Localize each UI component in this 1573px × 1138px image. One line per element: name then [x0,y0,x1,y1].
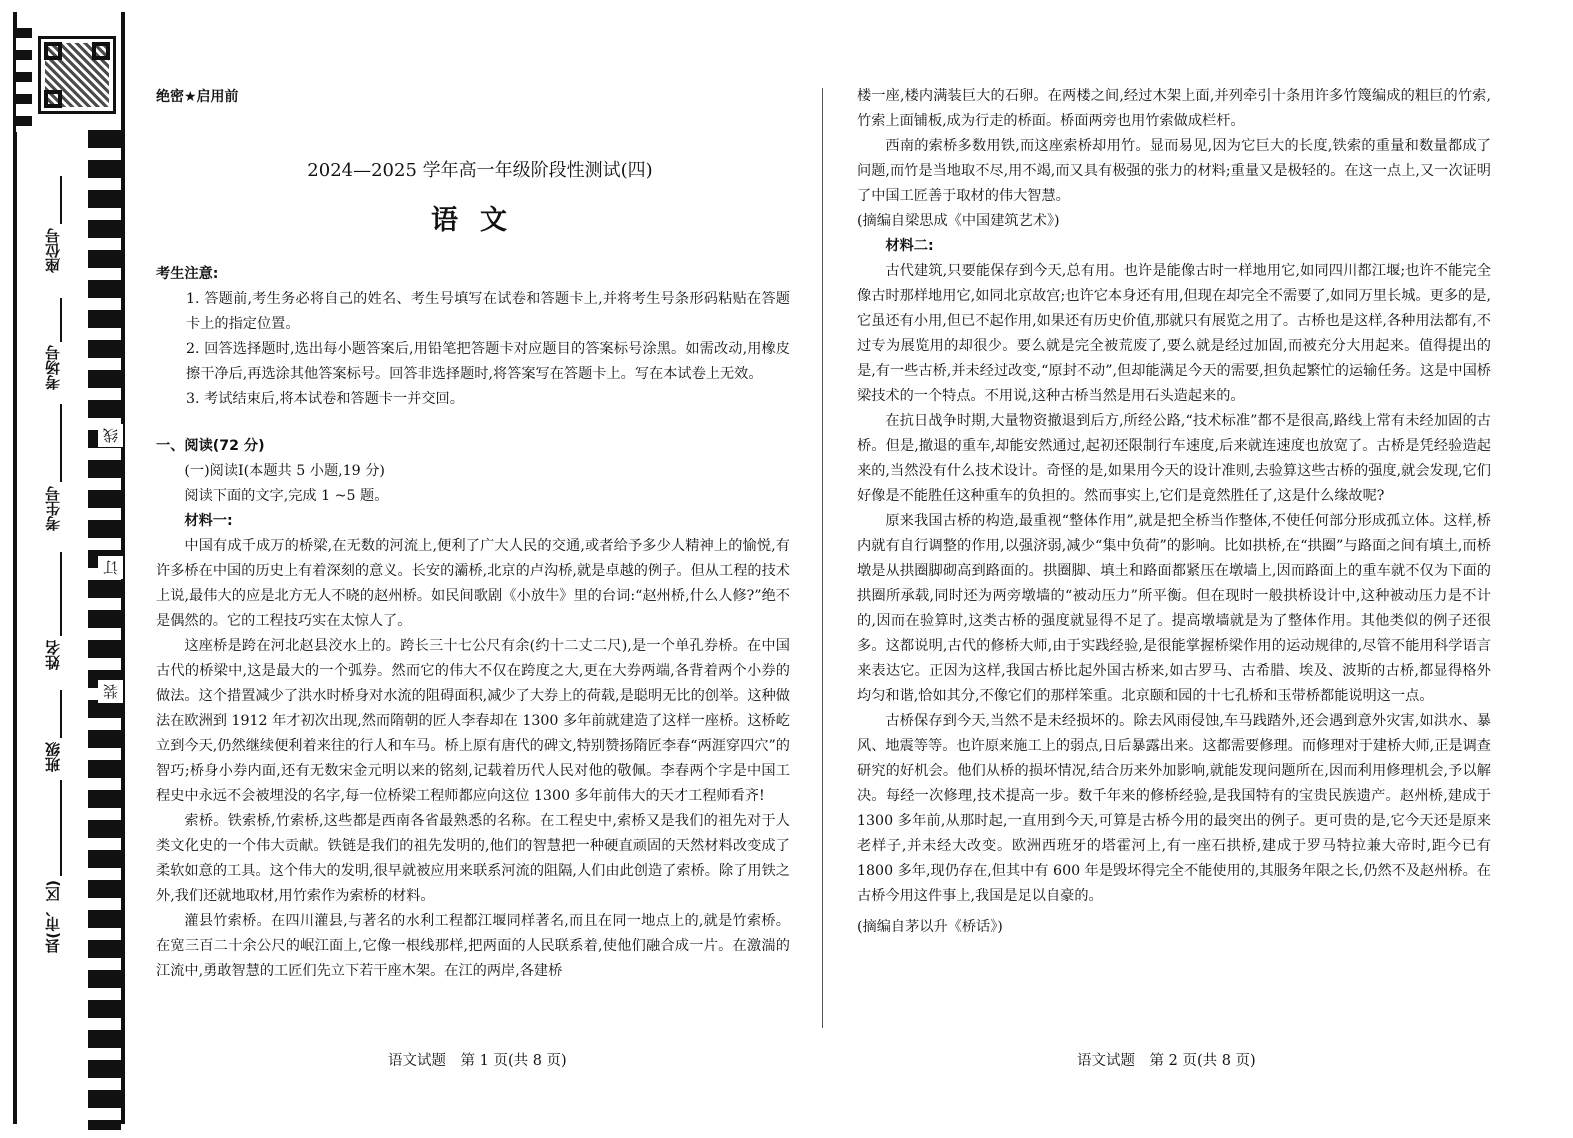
strip-border [13,12,17,1124]
field-seat-line[interactable] [60,176,62,224]
notice-item-3: 3. 考试结束后,将本试卷和答题卡一并交回。 [186,391,464,407]
section-heading: 一、阅读(72 分) [156,438,265,454]
field-id-line[interactable] [60,404,62,482]
registration-ticks [16,28,32,132]
binding-strip [0,0,126,1138]
source-1: (摘编自梁思成《中国建筑艺术》) [857,213,1060,229]
left-paragraph: 索桥。铁索桥,竹索桥,这些都是西南各省最熟悉的名称。在工程史中,索桥又是我们的祖先对于人类文化史的一个伟大贡献。铁链是我们的祖先发明的,他们的智慧把一种硬直顽固的天然材料改变成了柔软如意的工具。这个伟大的发明,很早就被应用来联系河流的阻隔,人们由此创造了索桥。除了用铁之外,我们还就地取材,用竹索作为索桥的材料。 [156,813,790,904]
cut-mark-xian: 线 [98,424,123,447]
material2-paragraph: 古代建筑,只要能保存到今天,总有用。也许是能像古时一样地用它,如同四川都江堰;也许不能完全像古时那样地用它,如同北京故宫;也许它本身还有用,但现在却完全不需要了,如同万里长城。更多的是,它虽还有小用,但已不起作用,如果还有历史价值,那就只有展览之用了。古桥也是这样,各种用法都有,不过专为展览用的却很少。要么就是完全被荒废了,要么就是经过加固,而被充分大用起来。值得提出的是,有一些古桥,并未经过改变,“原封不动”,但却能满足今天的需要,担负起繁忙的运输任务。这是中国桥梁技术的一个特点。不用说,这种古桥当然是用石头造起来的。 [857,263,1491,404]
field-name-label: 姓名 [44,640,62,670]
confidential-mark: 绝密★启用前 [156,89,239,105]
notice-item-1: 1. 答题前,考生务必将自己的姓名、考生号填写在试卷和答题卡上,并将考生号条形码粘贴在答题卡上的指定位置。 [186,291,790,332]
field-name-line[interactable] [60,552,62,636]
notice-heading: 考生注意: [156,266,219,282]
field-class-line[interactable] [60,690,62,738]
field-room-label: 考场号 [44,345,62,390]
exam-title: 2024—2025 学年高一年级阶段性测试(四) [307,160,653,181]
material2-label: 材料二: [885,238,934,254]
material2-paragraph: 原来我国古桥的构造,最重视“整体作用”,就是把全桥当作整体,不使任何部分形成孤立体。这样,桥内就有自行调整的作用,以强济弱,减少“集中负荷”的影响。比如拱桥,在“拱圈”与路面之间有填土,而桥墩是从拱圈脚砌高到路面的。拱圈脚、填土和路面都紧压在墩墙上,因而路面上的重车就不仅为下面的拱圈所承载,同时还为两旁墩墙的“被动压力”所平衡。但在现时一般拱桥设计中,这种被动压力是不计的,因而在验算时,这类古桥的强度就显得不足了。提高墩墙就是为了整体作用。其他类似的例子还很多。这都说明,古代的修桥大师,由于实践经验,是很能掌握桥梁作用的运动规律的,尽管不能用科学语言来表达它。正因为这样,我国古桥比起外国古桥来,如古罗马、古希腊、埃及、波斯的古桥,都显得格外均匀和谐,恰如其分,不像它们的那样笨重。北京颐和园的十七孔桥和玉带桥都能说明这一点。 [857,513,1491,704]
notice-item-2: 2. 回答选择题时,选出每小题答案后,用铅笔把答题卡对应题目的答案标号涂黑。如需改动,用橡皮擦干净后,再选涂其他答案标号。回答非选择题时,将答案写在答题卡上。写在本试卷上无效。 [186,341,790,382]
footer-page-1: 语文试题 第 1 页(共 8 页) [388,1053,567,1069]
subject-title: 语文 [431,205,529,236]
footer-page-2: 语文试题 第 2 页(共 8 页) [1077,1053,1256,1069]
material2-paragraph: 在抗日战争时期,大量物资撤退到后方,所经公路,“技术标准”都不是很高,路线上常有未经加固的古桥。但是,撤退的重车,却能安然通过,起初还限制行车速度,后来就连速度也放宽了。古桥是凭经验造起来的,当然没有什么技术设计。奇怪的是,如果用今天的设计准则,去验算这些古桥的强度,就会发现,它们好像是不能胜任这种重车的负担的。然而事实上,它们是竟然胜任了,这是什么缘故呢? [857,413,1491,504]
field-room-line[interactable] [60,298,62,342]
material1-label: 材料一: [184,513,233,529]
left-column [156,262,790,984]
right-paragraph: 楼一座,楼内满装巨大的石卵。在两楼之间,经过木架上面,并列牵引十条用许多竹篾编成的粗巨的竹索,竹索上面铺板,成为行走的桥面。桥面两旁也用竹索做成栏杆。 [857,88,1491,129]
cut-mark-zhuang: 装 [98,680,123,703]
right-paragraph: 西南的索桥多数用铁,而这座索桥却用竹。显而易见,因为它巨大的长度,铁索的重量和数量都成了问题,而竹是当地取不尽,用不竭,而又具有极强的张力的材料;重量又是极轻的。在这一点上,又一次证明了中国工匠善于取材的伟大智慧。 [857,138,1491,204]
left-paragraph: 灌县竹索桥。在四川灌县,与著名的水利工程都江堰同样著名,而且在同一地点上的,就是竹索桥。在宽三百二十余公尺的岷江面上,它像一根线那样,把两面的人民联系着,使他们融合成一片。在激湍的江流中,勇敢智慧的工匠们先立下若干座木架。在江的两岸,各建桥 [156,913,790,979]
qr-code-icon [38,36,116,114]
field-county-line[interactable] [60,780,62,876]
column-divider [822,88,823,1028]
material2-paragraph: 古桥保存到今天,当然不是未经损坏的。除去风雨侵蚀,车马践踏外,还会遇到意外灾害,如洪水、暴风、地震等等。也许原来施工上的弱点,日后暴露出来。这都需要修理。而修理对于建桥大师,正是调查研究的好机会。他们从桥的损坏情况,结合历来外加影响,就能发现问题所在,因而利用修理机会,予以解决。每经一次修理,技术提高一步。数千年来的修桥经验,是我国特有的宝贵民族遗产。赵州桥,建成于 1300 多年前,从那时起,一直用到今天,可算是古桥今用的最突出的例子。更可贵的是,它今天还是原来老样子,并未经大改变。欧洲西班牙的塔霍河上,有一座石拱桥,建成于罗马特拉兼大帝时,距今已有 1800 多年,现仍存在,但其中有 600 年是毁坏得完全不能使用的,其服务年限之长,仍然不及赵州桥。在古桥今用这件事上,我国是足以自豪的。 [857,713,1491,904]
binding-stripes [88,130,121,1130]
section-instruction: 阅读下面的文字,完成 1 ~5 题。 [184,488,389,504]
right-column [857,84,1491,940]
field-id-label: 考生号 [44,486,62,531]
left-paragraph: 这座桥是跨在河北赵县洨水上的。跨长三十七公尺有余(约十二丈二尺),是一个单孔券桥。在中国古代的桥梁中,这是最大的一个弧券。然而它的伟大不仅在跨度之大,更在大券两端,各背着两个小券的做法。这个措置减少了洪水时桥身对水流的阻碍面积,减少了大券上的荷载,是聪明无比的创举。这种做法在欧洲到 1912 年才初次出现,然而隋朝的匠人李春却在 1300 多年前就建造了这样一座桥。这桥屹立到今天,仍然继续便利着来往的行人和车马。桥上原有唐代的碑文,特别赞扬隋匠李春“两涯穿四穴”的智巧;桥身小券内面,还有无数宋金元明以来的铭刻,记载着历代人民对他的敬佩。李春两个字是中国工程史中永远不会被埋没的名字,每一位桥梁工程师都应向这位 1300 多年前伟大的天才工程师看齐! [156,638,790,804]
source-2: (摘编自茅以升《桥话》) [857,919,1003,935]
section-sub: (一)阅读Ⅰ(本题共 5 小题,19 分) [184,463,385,479]
field-county-label: 县(市、区) [44,880,62,954]
left-paragraph: 中国有成千成万的桥梁,在无数的河流上,便利了广大人民的交通,或者给予多少人精神上的愉悦,有许多桥在中国的历史上有着深刻的意义。长安的灞桥,北京的卢沟桥,就是卓越的例子。但从工程的技术上说,最伟大的应是北方无人不晓的赵州桥。如民间歌剧《小放牛》里的台词:“赵州桥,什么人修?”绝不是偶然的。它的工程技巧实在太惊人了。 [156,538,790,629]
field-class-label: 班级 [44,742,62,772]
field-seat-label: 座位号 [44,228,62,273]
cut-mark-ding: 订 [98,556,123,579]
